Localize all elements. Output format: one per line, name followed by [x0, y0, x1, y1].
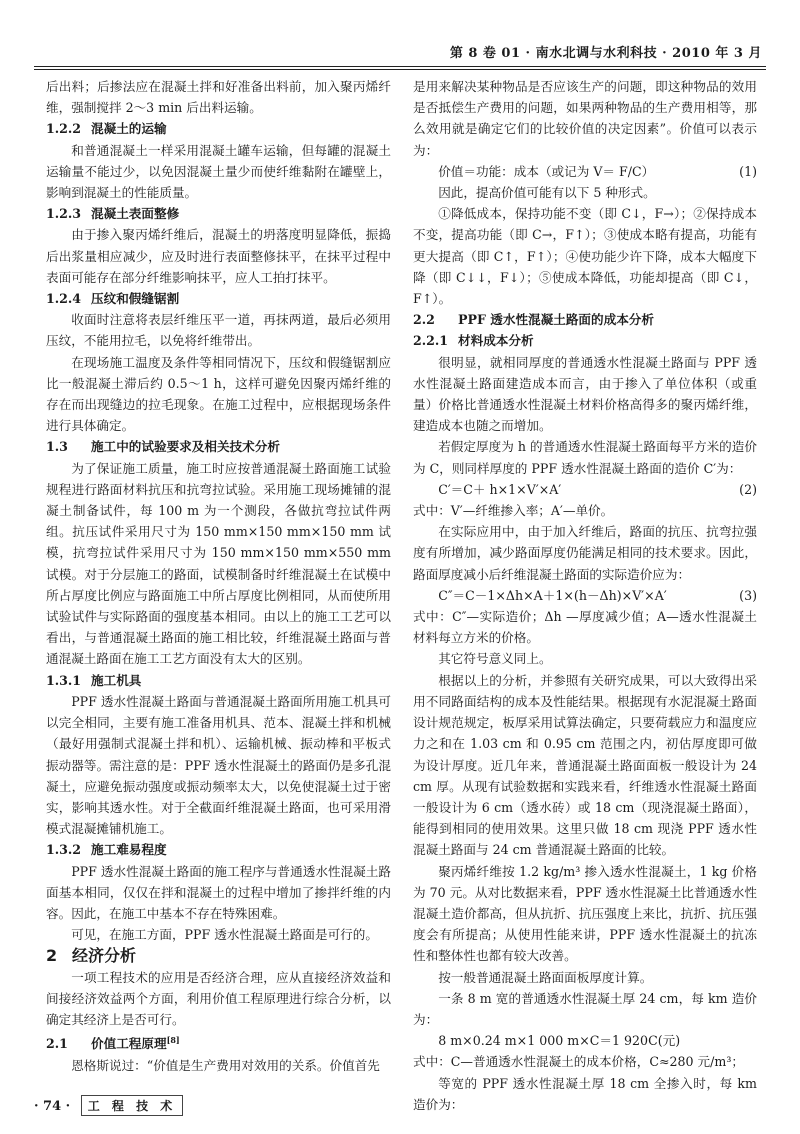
paragraph: 式中：V′—纤维掺入率；A′—单价。: [413, 503, 614, 519]
citation-ref: [8]: [166, 1035, 180, 1046]
section-heading-1-3-2: 1.3.2 施工难易程度: [46, 842, 167, 858]
equation-1: 价值＝功能：成本（或记为 V＝ F/C） (1): [438, 163, 757, 179]
page-number: · 74 ·: [34, 1099, 71, 1114]
section-heading-1-2-4: 1.2.4 压纹和假缝锯割: [46, 291, 180, 307]
paragraph: 很明显，就相同厚度的普通透水性混凝土路面与 PPF 透水性混凝土路面建造成本而言，由于掺入了单位体积（或重量）价格比普通透水性混凝土材料价格高得多的聚丙烯纤维，建造成本也随之而增加。: [413, 354, 757, 434]
equation-3: C″＝C－1×Δh×A＋1×(h－Δh)×V′×A′ (3): [438, 587, 757, 603]
paragraph: 由于掺入聚丙烯纤维后，混凝土的坍落度明显降低，振捣后出浆量相应减少，应及时进行表面整修抹平，在抹平过程中表面可能存在部分纤维影响抹平，应人工拍打抹平。: [46, 227, 391, 285]
section-heading-1-2-2: 1.2.2 混凝土的运输: [46, 121, 167, 137]
equation-2: C′＝C＋ h×1×V′×A′ (2): [438, 481, 757, 497]
paragraph: 一项工程技术的应用是否经济合理，应从直接经济效益和间接经济效益两个方面，利用价值工程原理进行综合分析，以确定其经济上是否可行。: [46, 969, 391, 1027]
paragraph: 聚丙烯纤维按 1.2 kg/m³ 掺入透水性混凝土，1 kg 价格为 70 元。从对比数据来看，PPF 透水性混凝土比普通透水性混凝土造价都高，但从抗折、抗压强度上来比，抗折、抗压强度会有所提高；从使用性能来讲，PPF 透水性混凝土的抗冻性和整体性也都有较大改善。: [413, 863, 757, 964]
header-rule: [34, 66, 766, 67]
paragraph: 一条 8 m 宽的普通透水性混凝土厚 24 cm，每 km 造价为：: [413, 990, 757, 1027]
section-heading-1-3-1: 1.3.1 施工机具: [46, 672, 142, 688]
section-heading-2: 2 经济分析: [46, 946, 137, 966]
paragraph: 按一般普通混凝土路面面板厚度计算。: [438, 969, 653, 985]
paragraph: 为了保证施工质量，施工时应按普通混凝土路面施工试验规程进行路面材料抗压和抗弯拉试验。采用施工现场摊铺的混凝土制备试件，每 100 m 为一个测段，各做抗弯拉试件两组。抗压试件采用尺寸为 150 mm×150 mm×150 mm 试模，抗弯拉试件采用尺寸为 150 mm×150 mm×550 mm 试模。对于分层施工的路面，试模制备时纤维混凝土在试模中所占厚度比例应与路面施工中所占厚度比例相同，从而使所用试验试件与实际路面的强度基本相同。由以上的施工工艺可以看出，与普通混凝土路面的施工相比较，纤维混凝土路面与普通混凝土路面在施工工艺方面没有太大的区别。: [46, 460, 391, 667]
paragraph: 根据以上的分析，并参照有关研究成果，可以大致得出采用不同路面结构的成本及性能结果。根据现有水泥混凝土路面设计规范规定，板厚采用试算法确定，只要荷载应力和温度应力之和在 1.03 cm 和 0.95 cm 范围之内，初估厚度即可做为设计厚度。近几年来，普通混凝土路面面板一般设计为 24 cm 厚。从现有试验数据和实践来看，纤维透水性混凝土路面一般设计为 6 cm（透水砖）或 18 cm（现浇混凝土路面），能得到相同的使用效果。这里只做 18 cm 现浇 PPF 透水性混凝土路面与 24 cm 普通混凝土路面的比较。: [413, 672, 757, 858]
paragraph: 其它符号意义同上。: [438, 651, 552, 667]
section-heading-2-2-1: 2.2.1 材料成本分析: [413, 333, 534, 349]
right-column: [413, 76, 757, 1115]
paragraph: ①降低成本，保持功能不变（即 C↓，F→）；②保持成本不变，提高功能（即 C→，F↑）；③使成本略有提高，功能有更大提高（即 C↑，F↑）；④使功能少许下降，成本大幅度下降（即 C↓↓，F↓）；⑤使成本降低，功能却提高（即 C↓，F↑）。: [413, 206, 757, 307]
page-footer: [34, 1095, 183, 1116]
left-column: [46, 76, 391, 1076]
paragraph: 收面时注意将表层纤维压平一道，再抹两道，最后必须用压纹，不能用拉毛，以免将纤维带出。: [46, 312, 391, 349]
paragraph: PPF 透水性混凝土路面与普通混凝土路面所用施工机具可以完全相同，主要有施工准备用机具、范本、混凝土拌和机械（最好用强制式混凝土拌和机）、运输机械、振动棒和平板式振动器等。需注意的是：PPF 透水性混凝土的路面仍是多孔混凝土，应避免振动强度或振动频率太大，以免使混凝土过于密实，影响其透水性。对于全截面纤维混凝土路面，也可采用滑模式混凝摊铺机施工。: [46, 693, 391, 837]
section-heading-1-3: 1.3 施工中的试验要求及相关技术分析: [46, 439, 280, 455]
paragraph: 和普通混凝土一样采用混凝土罐车运输，但每罐的混凝土运输量不能过少，以免因混凝土量少而使纤维黏附在罐壁上，影响到混凝土的性能质量。: [46, 142, 391, 201]
paragraph: 在实际应用中，由于加入纤维后，路面的抗压、抗弯拉强度有所增加，减少路面厚度仍能满足相同的技术要求。因此，路面厚度减小后纤维混凝土路面的实际造价应为：: [413, 524, 757, 582]
paragraph: 后出料；后掺法应在混凝土拌和好准备出料前，加入聚丙烯纤维，强制搅拌 2～3 min 后出料运输。: [46, 79, 391, 116]
equation-4: 8 m×0.24 m×1 000 m×C＝1 920C(元): [438, 1033, 681, 1049]
paragraph: 是用来解决某种物品是否应该生产的问题，即这种物品的效用是否抵偿生产费用的问题，如果两种物品的生产费用相等，那么效用就是确定它们的比较价值的决定因素”。价值可以表示为：: [413, 79, 757, 158]
running-header: [34, 42, 766, 62]
paragraph: 式中：C—普通透水性混凝土的成本价格，C≈280 元/m³；: [413, 1054, 744, 1070]
section-label: 工 程 技 术: [81, 1095, 184, 1116]
paragraph: 因此，提高价值可能有以下 5 种形式。: [438, 185, 656, 201]
paragraph: PPF 透水性混凝土路面的施工程序与普通透水性混凝土路面基本相同，仅仅在拌和混凝土的过程中增加了掺拌纤维的内容。因此，在施工中基本不存在特殊困难。: [46, 863, 391, 921]
journal-citation: 第 8 卷 01 · 南水北调与水利科技 · 2010 年 3 月: [449, 46, 762, 61]
paragraph: 在现场施工温度及条件等相同情况下，压纹和假缝锯割应比一般混凝土滞后约 0.5～1 h，这样可避免因聚丙烯纤维的存在而出现缝边的拉毛现象。在施工过程中，应根据现场条件进行具体确定。: [46, 354, 391, 434]
paragraph: 可见，在施工方面，PPF 透水性混凝土路面是可行的。: [71, 927, 378, 943]
paragraph: 等宽的 PPF 透水性混凝土厚 18 cm 全掺入时，每 km 造价为：: [413, 1075, 757, 1112]
paragraph: 式中：C″—实际造价；Δh —厚度减少值；A—透水性混凝土材料每立方米的价格。: [413, 609, 757, 646]
section-heading-1-2-3: 1.2.3 混凝土表面整修: [46, 206, 180, 222]
paragraph: 恩格斯说过：“价值是生产费用对效用的关系。价值首先: [71, 1057, 380, 1073]
header-rule-thin: [34, 69, 766, 70]
paragraph: 若假定厚度为 h 的普通透水性混凝土路面每平方米的造价为 C，则同样厚度的 PPF 透水性混凝土路面的造价 C′为：: [413, 439, 757, 476]
section-heading-2-2: 2.2 PPF 透水性混凝土路面的成本分析: [413, 312, 654, 328]
section-heading-2-1: 2.1 价值工程原理[8]: [46, 1035, 180, 1052]
